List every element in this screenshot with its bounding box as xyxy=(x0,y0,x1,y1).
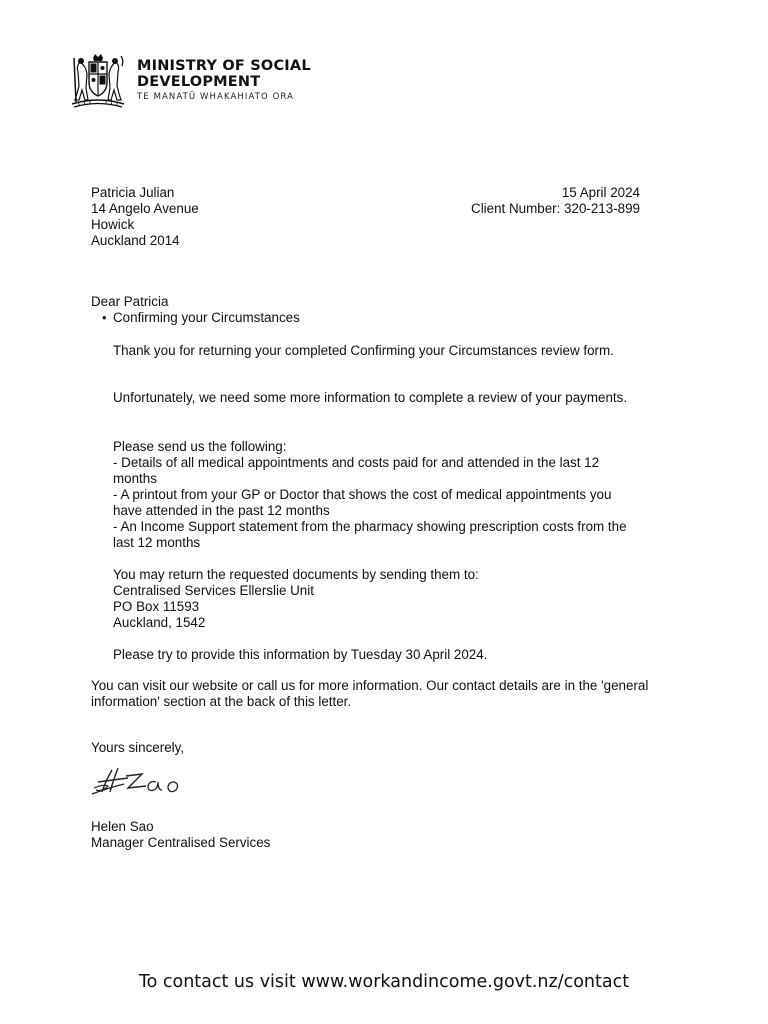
paragraph-thanks: Thank you for returning your completed Confirming your Circumstances review form. xyxy=(113,343,614,358)
paragraph-requested-items xyxy=(113,439,643,551)
return-intro: You may return the requested documents by sending them to: xyxy=(113,567,479,582)
recipient-name: Patricia Julian xyxy=(91,185,175,200)
requested-item: - A printout from your GP or Doctor that shows the cost of medical appointments you have attended in the past 12 months xyxy=(113,487,612,518)
subject-bullet xyxy=(102,310,300,326)
return-address-line: Centralised Services Ellerslie Unit xyxy=(113,583,314,598)
ministry-name: MINISTRY OF SOCIAL DEVELOPMENT xyxy=(137,58,311,90)
signer-block xyxy=(91,819,270,851)
handwritten-signature xyxy=(88,758,192,804)
subject-text: Confirming your Circumstances xyxy=(113,310,300,325)
paragraph-return-address xyxy=(113,567,643,631)
client-number: Client Number: 320-213-899 xyxy=(471,201,640,216)
recipient-suburb: Howick xyxy=(91,217,135,232)
return-address-line: PO Box 11593 xyxy=(113,599,200,614)
signer-name: Helen Sao xyxy=(91,819,154,834)
greeting: Dear Patricia xyxy=(91,294,169,309)
paragraph-more-info: Unfortunately, we need some more information to complete a review of your payments. xyxy=(113,390,628,405)
footer-contact: To contact us visit www.workandincome.govt.nz/contact xyxy=(138,972,630,992)
letter-date: 15 April 2024 xyxy=(561,185,640,200)
return-address-line: Auckland, 1542 xyxy=(113,615,206,630)
nz-coat-of-arms-icon xyxy=(66,52,130,110)
letterhead xyxy=(66,52,311,110)
paragraph-deadline: Please try to provide this information by Tuesday 30 April 2024. xyxy=(113,647,488,662)
bullet-icon: • xyxy=(102,310,107,325)
ministry-title-block xyxy=(137,58,311,102)
letter-meta xyxy=(471,185,640,217)
signer-title: Manager Centralised Services xyxy=(91,835,271,850)
requested-items-intro: Please send us the following: xyxy=(113,439,287,454)
requested-item: - An Income Support statement from the pharmacy showing prescription costs from the last 12 months xyxy=(113,519,627,550)
recipient-street: 14 Angelo Avenue xyxy=(91,201,199,216)
recipient-address xyxy=(91,185,199,249)
recipient-city: Auckland 2014 xyxy=(91,233,180,248)
paragraph-contact-info: You can visit our website or call us for more information. Our contact details are in the 'general information' section at the back of this letter. xyxy=(91,678,649,709)
closing: Yours sincerely, xyxy=(91,740,185,755)
requested-item: - Details of all medical appointments and costs paid for and attended in the last 12 months xyxy=(113,455,600,486)
ministry-maori-name: TE MANATŪ WHAKAHIATO ORA xyxy=(137,92,294,102)
